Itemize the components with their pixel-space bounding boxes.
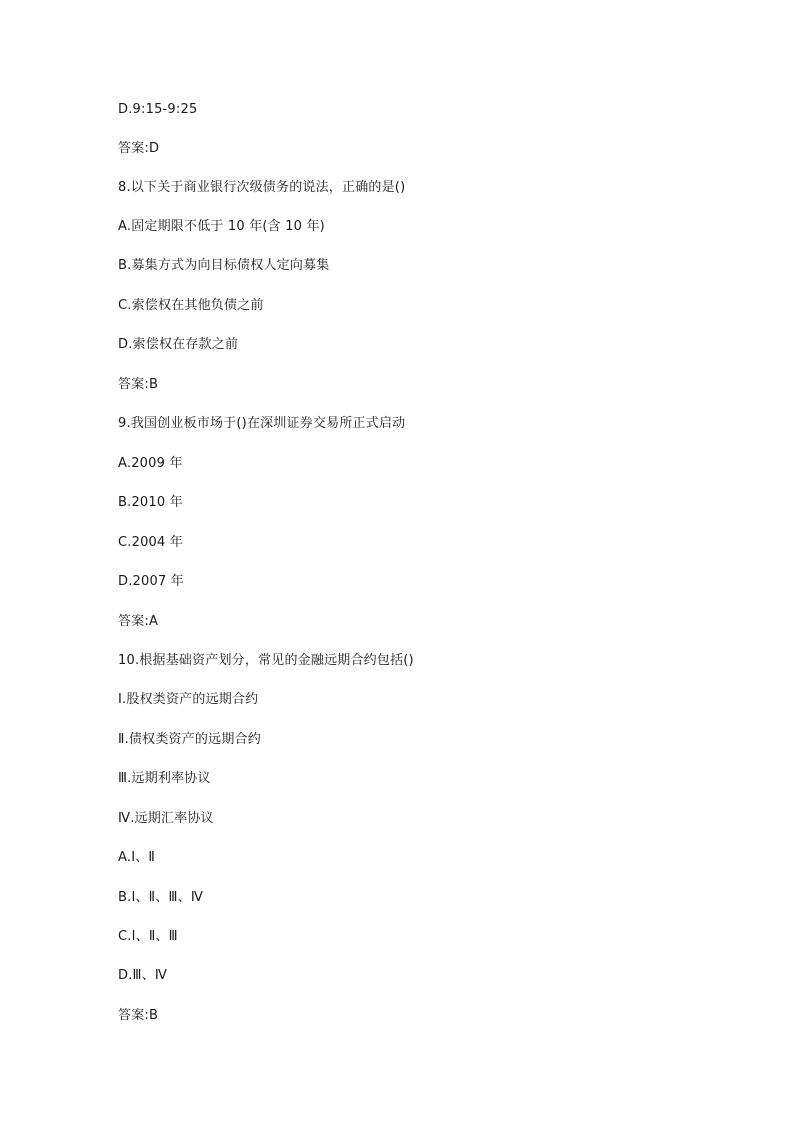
q8-question: 8.以下关于商业银行次级债务的说法，正确的是() bbox=[118, 180, 406, 195]
q7-option-d: D.9:15-9:25 bbox=[118, 102, 198, 117]
q9-option-d: D.2007 年 bbox=[118, 574, 184, 589]
q10-question: 10.根据基础资产划分，常见的金融远期合约包括() bbox=[118, 653, 414, 668]
q8-option-b: B.募集方式为向目标债权人定向募集 bbox=[118, 258, 330, 273]
q9-option-a: A.2009 年 bbox=[118, 456, 183, 471]
q8-option-c: C.索偿权在其他负债之前 bbox=[118, 298, 264, 313]
q10-item-2: Ⅱ.债权类资产的远期合约 bbox=[118, 732, 261, 747]
q10-item-3: Ⅲ.远期利率协议 bbox=[118, 771, 211, 786]
q8-answer: 答案:B bbox=[118, 377, 159, 392]
q10-answer: 答案:B bbox=[118, 1008, 159, 1023]
q8-option-a: A.固定期限不低于 10 年(含 10 年) bbox=[118, 219, 325, 234]
q9-answer: 答案:A bbox=[118, 614, 159, 629]
q10-option-c: C.Ⅰ、Ⅱ、Ⅲ bbox=[118, 929, 178, 944]
q10-option-d: D.Ⅲ、Ⅳ bbox=[118, 968, 168, 983]
q9-question: 9.我国创业板市场于()在深圳证券交易所正式启动 bbox=[118, 416, 406, 431]
q9-option-c: C.2004 年 bbox=[118, 535, 184, 550]
q10-item-4: Ⅳ.远期汇率协议 bbox=[118, 811, 214, 826]
q8-option-d: D.索偿权在存款之前 bbox=[118, 337, 239, 352]
q10-option-a: A.Ⅰ、Ⅱ bbox=[118, 850, 156, 865]
q9-option-b: B.2010 年 bbox=[118, 495, 183, 510]
q10-option-b: B.Ⅰ、Ⅱ、Ⅲ、Ⅳ bbox=[118, 890, 204, 905]
q10-item-1: Ⅰ.股权类资产的远期合约 bbox=[118, 692, 259, 707]
q7-answer: 答案:D bbox=[118, 141, 160, 156]
